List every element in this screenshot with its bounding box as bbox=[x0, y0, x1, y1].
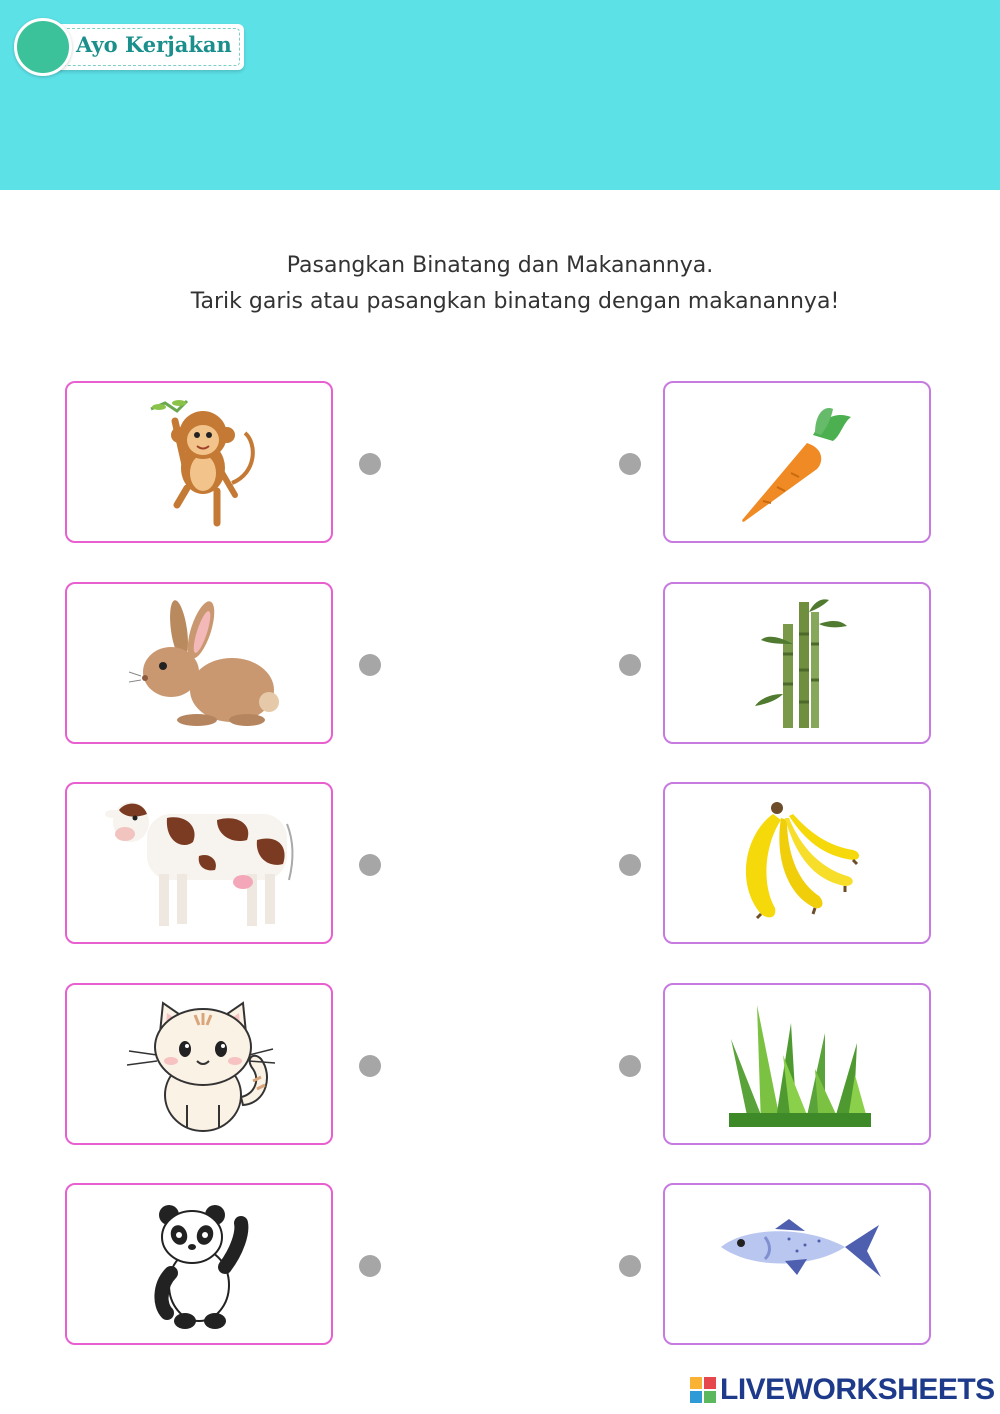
badge-label: Ayo Kerjakan bbox=[76, 32, 232, 57]
bamboo-icon bbox=[665, 584, 929, 742]
food-card-fish[interactable] bbox=[663, 1183, 931, 1345]
animal-card-monkey[interactable] bbox=[65, 381, 333, 543]
cat-icon bbox=[67, 985, 331, 1143]
connector-dot-animal-1[interactable] bbox=[359, 453, 381, 475]
badge-circle-icon bbox=[14, 18, 72, 76]
food-card-banana[interactable] bbox=[663, 782, 931, 944]
liveworksheets-logo-icon bbox=[690, 1377, 716, 1403]
carrot-icon bbox=[665, 383, 929, 541]
panda-icon bbox=[67, 1185, 331, 1343]
connector-dot-food-1[interactable] bbox=[619, 453, 641, 475]
instruction-subtitle: Tarik garis atau pasangkan binatang dengan makanannya! bbox=[190, 289, 840, 314]
rabbit-icon bbox=[67, 584, 331, 742]
connector-dot-animal-4[interactable] bbox=[359, 1055, 381, 1077]
fish-icon bbox=[665, 1185, 929, 1343]
banana-icon bbox=[665, 784, 929, 942]
instruction-title: Pasangkan Binatang dan Makanannya. bbox=[286, 253, 714, 278]
animal-card-cat[interactable] bbox=[65, 983, 333, 1145]
food-card-bamboo[interactable] bbox=[663, 582, 931, 744]
section-badge bbox=[14, 18, 246, 76]
connector-dot-food-5[interactable] bbox=[619, 1255, 641, 1277]
connector-dot-animal-5[interactable] bbox=[359, 1255, 381, 1277]
cow-icon bbox=[67, 784, 331, 942]
connector-dot-animal-3[interactable] bbox=[359, 854, 381, 876]
connector-dot-animal-2[interactable] bbox=[359, 654, 381, 676]
connector-dot-food-3[interactable] bbox=[619, 854, 641, 876]
food-card-grass[interactable] bbox=[663, 983, 931, 1145]
connector-dot-food-4[interactable] bbox=[619, 1055, 641, 1077]
footer-brand bbox=[690, 1372, 995, 1408]
brand-name: LIVEWORKSHEETS bbox=[720, 1373, 995, 1406]
instructions bbox=[0, 248, 1000, 320]
animal-card-panda[interactable] bbox=[65, 1183, 333, 1345]
animal-card-cow[interactable] bbox=[65, 782, 333, 944]
grass-icon bbox=[665, 985, 929, 1143]
connector-dot-food-2[interactable] bbox=[619, 654, 641, 676]
monkey-icon bbox=[67, 383, 331, 541]
food-card-carrot[interactable] bbox=[663, 381, 931, 543]
animal-card-rabbit[interactable] bbox=[65, 582, 333, 744]
header-band bbox=[0, 0, 1000, 190]
